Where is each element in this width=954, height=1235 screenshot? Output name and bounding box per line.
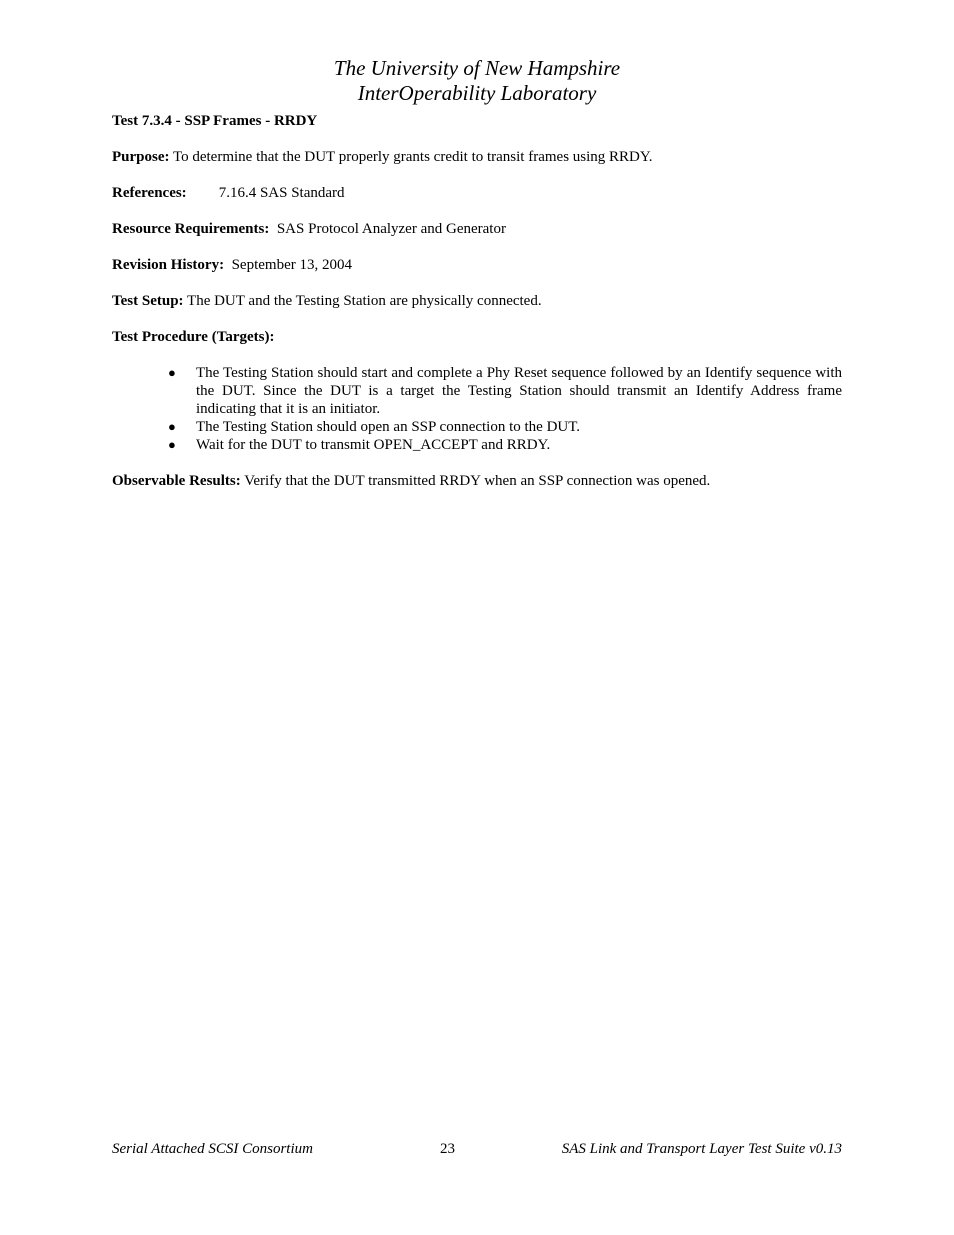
setup-section [112,292,842,310]
resources-label: Resource Requirements: [112,221,270,237]
results-label: Observable Results: [112,473,241,489]
references-section [112,184,842,202]
resources-text: SAS Protocol Analyzer and Generator [276,221,506,237]
results-text: Verify that the DUT transmitted RRDY when an SSP connection was opened. [244,473,711,489]
procedure-label: Test Procedure (Targets): [112,329,275,345]
bullet-icon: ● [168,419,176,434]
footer-suite-title: SAS Link and Transport Layer Test Suite v0.13 [561,1141,842,1157]
footer-consortium: Serial Attached SCSI Consortium [112,1141,313,1157]
references-text: 7.16.4 SAS Standard [218,185,345,201]
references-label: References: [112,185,187,201]
purpose-section [112,148,842,166]
setup-text: The DUT and the Testing Station are physically connected. [187,293,542,309]
revision-section [112,256,842,274]
results-section [112,472,842,490]
purpose-text: To determine that the DUT properly grants credit to transit frames using RRDY. [172,149,653,165]
test-description [112,112,842,508]
test-title: Test 7.3.4 - SSP Frames - RRDY [112,113,318,129]
page-footer [112,1140,842,1160]
list-item: ● The Testing Station should open an SSP connection to the DUT. [168,419,581,435]
resources-section [112,220,842,238]
revision-label: Revision History: [112,257,225,273]
list-item: ● The Testing Station should start and complete a Phy Reset sequence followed by an Identify sequence with the DUT. Since the DUT is a target the Testing Station should transmit an Identify Address frame indicating that it is an initiator. [168,365,842,417]
setup-label: Test Setup: [112,293,184,309]
bullet-icon: ● [168,365,176,380]
page-number: 23 [440,1141,455,1157]
procedure-steps [112,364,842,454]
list-item: ● Wait for the DUT to transmit OPEN_ACCEPT and RRDY. [168,437,551,453]
header-lab: InterOperability Laboratory [357,81,597,105]
revision-text: September 13, 2004 [231,257,352,273]
purpose-label: Purpose: [112,149,170,165]
header-institution: The University of New Hampshire [333,56,621,80]
page-header [0,56,954,106]
bullet-icon: ● [168,437,176,452]
